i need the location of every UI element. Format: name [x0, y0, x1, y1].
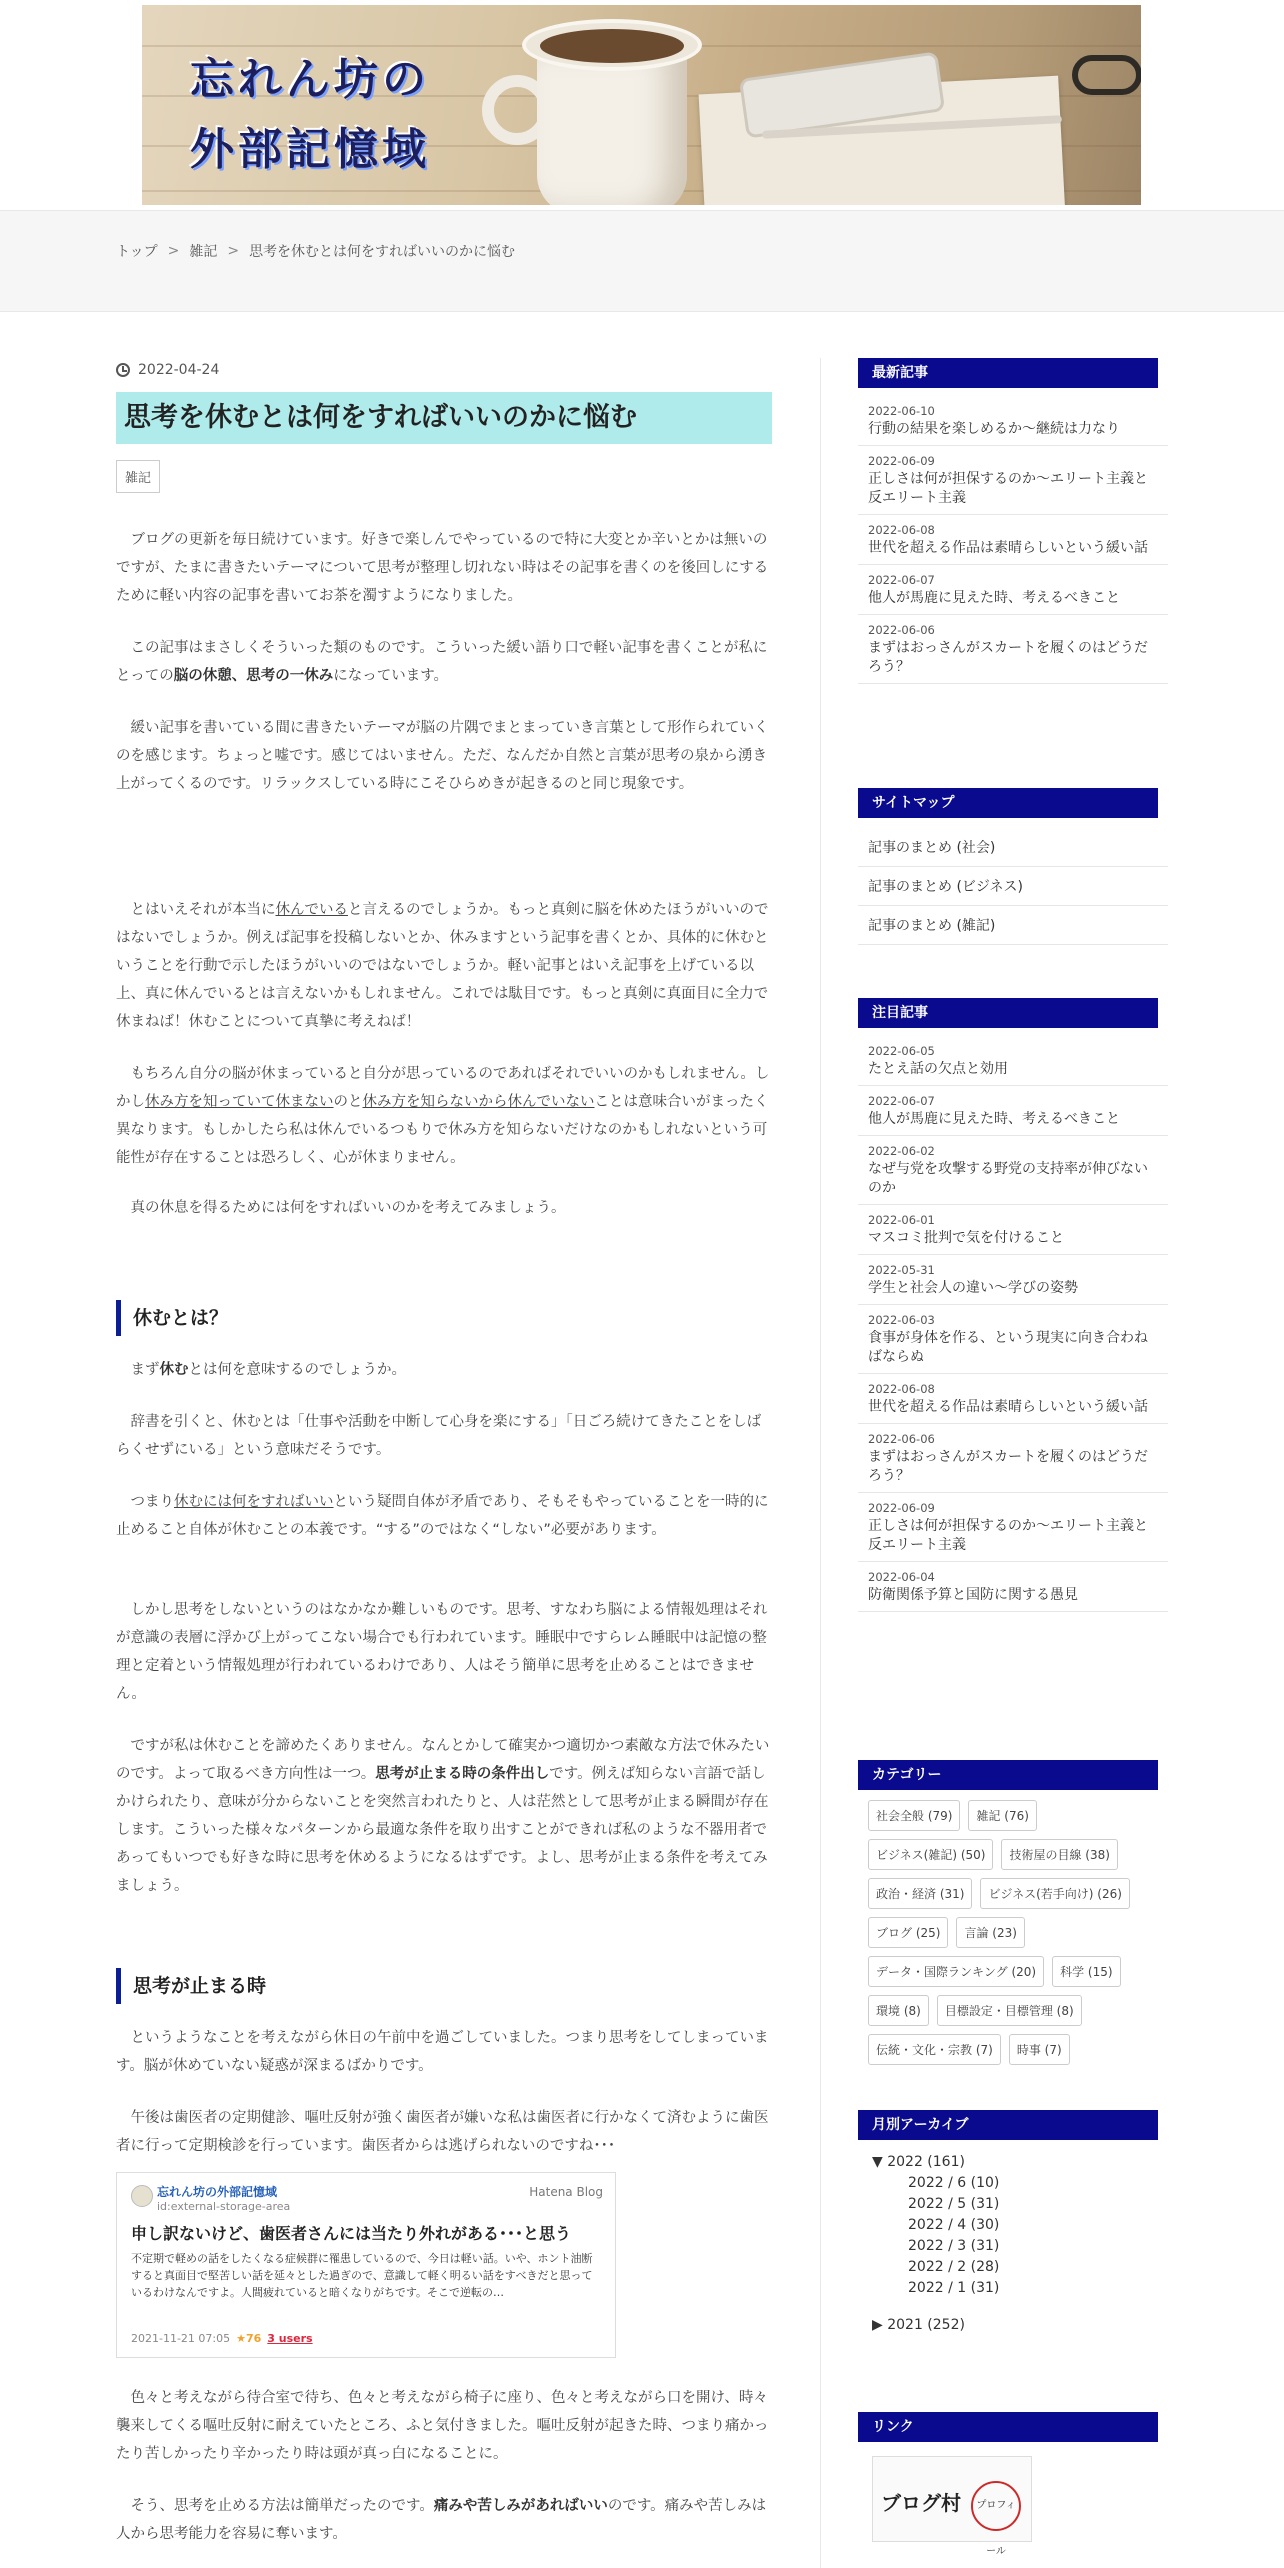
paragraph: もちろん自分の脳が休まっていると自分が思っているのであればそれでいいのかもしれません。しかし休み方を知っていて休まないのと休み方を知らないから休んでいないことは意味合いがまったく異なります。もしかしたら私は休んでいるつもりで休み方を知らないだけなのかもしれないという可能性が存在することは恐ろしく、心が休まりません。	[116, 1066, 770, 1166]
section-heading: 思考が止まる時	[116, 1968, 772, 2004]
embed-blog-id: id:external-storage-area	[157, 2200, 291, 2213]
article-date: 2022-04-24	[138, 362, 220, 378]
archive-month[interactable]: 2022 / 5 (31)	[908, 2196, 1000, 2212]
profile-badge: プロフィール	[971, 2481, 1021, 2531]
paragraph: 辞書を引くと、休むとは「仕事や活動を中断して心身を楽にする」「日ごろ続けてきたことをしばらくせずにいる」という意味だそうです。	[116, 1414, 762, 1458]
widget-categories	[858, 1760, 1168, 2065]
archive-year-2021[interactable]: ▶ 2021 (252)	[872, 2317, 965, 2333]
breadcrumb-current: 思考を休むとは何をすればいいのかに悩む	[249, 244, 516, 260]
category-tag[interactable]: 伝統・文化・宗教 (7)	[868, 2034, 1001, 2065]
category-tag[interactable]: 雑記 (76)	[968, 1800, 1036, 1831]
article-category-tag[interactable]: 雑記	[116, 460, 160, 493]
paragraph: そう、思考を止める方法は簡単だったのです。痛みや苦しみがあればいいのです。痛みや苦しみは人から思考能力を容易に奪います。	[116, 2498, 767, 2542]
category-tag[interactable]: 時事 (7)	[1009, 2034, 1070, 2065]
featured-post-item[interactable]: 2022-06-02 なぜ与党を攻撃する野党の支持率が伸びないのか	[858, 1136, 1168, 1205]
recent-post-item[interactable]: 2022-06-10 行動の結果を楽しめるか～継続は力なり	[858, 396, 1168, 446]
star-icon[interactable]: ★76	[236, 2332, 262, 2345]
embed-blog-name[interactable]: 忘れん坊の外部記憶域	[157, 2185, 278, 2199]
site-title-line-1[interactable]: 忘れん坊の	[190, 54, 430, 105]
featured-post-item[interactable]: 2022-06-08 世代を超える作品は素晴らしいという緩い話	[858, 1374, 1168, 1424]
archive-month[interactable]: 2022 / 1 (31)	[908, 2280, 1000, 2296]
breadcrumb	[116, 241, 515, 261]
sitemap-link[interactable]: 記事のまとめ (ビジネス)	[858, 867, 1168, 906]
embed-footer	[131, 2332, 313, 2345]
widget-title: リンク	[858, 2412, 1158, 2442]
category-tag[interactable]: データ・国際ランキング (20)	[868, 1956, 1044, 1987]
archive-month[interactable]: 2022 / 6 (10)	[908, 2175, 1000, 2191]
category-tag[interactable]: 環境 (8)	[868, 1995, 929, 2026]
widget-title: 注目記事	[858, 998, 1158, 1028]
bookmark-users[interactable]: 3 users	[267, 2332, 313, 2345]
recent-post-item[interactable]: 2022-06-09 正しさは何が担保するのか～エリート主義と反エリート主義	[858, 446, 1168, 515]
column-divider	[820, 358, 821, 2568]
section-heading: 休むとは？	[116, 1300, 772, 1336]
article-title: 思考を休むとは何をすればいいのかに悩む	[116, 392, 772, 444]
sitemap-link[interactable]: 記事のまとめ (雑記)	[858, 906, 1168, 945]
site-title-line-2[interactable]: 外部記憶域	[190, 124, 430, 175]
blogmura-logo: ブログ村	[881, 2491, 961, 2515]
featured-post-item[interactable]: 2022-06-06 まずはおっさんがスカートを履くのはどうだろう？	[858, 1424, 1168, 1493]
embed-description: 不定期で軽めの話をしたくなる症候群に罹患しているので、今日は軽い話。いや、ホント油断すると真面目で堅苦しい話を延々とした過ぎので、意識して軽く明るい話をすべきだと思っているわけなんですよ。人間疲れていると暗くなりがちです。そこで逆転の…	[131, 2252, 593, 2299]
archive-year-2022[interactable]: ▼ 2022 (161)	[872, 2154, 965, 2170]
category-tag[interactable]: 言論 (23)	[956, 1917, 1024, 1948]
article-date-row	[116, 360, 772, 380]
blogmura-banner[interactable]	[872, 2456, 1032, 2557]
category-tag[interactable]: 目標設定・目標管理 (8)	[937, 1995, 1082, 2026]
category-tag[interactable]: 科学 (15)	[1052, 1956, 1120, 1987]
paragraph: というようなことを考えながら休日の午前中を過ごしていました。つまり思考をしてしまっています。脳が休めていない疑惑が深まるばかりです。	[116, 2030, 769, 2074]
clock-icon	[116, 363, 130, 377]
paragraph: しかし思考をしないというのはなかなか難しいものです。思考、すなわち脳による情報処理はそれが意識の表層に浮かび上がってこない場合でも行われています。睡眠中ですらレム睡眠中は記憶の整理と定着という情報処理が行われているわけであり、人はそう簡単に思考を止めることはできません。	[116, 1602, 768, 1702]
archive-month[interactable]: 2022 / 3 (31)	[908, 2238, 1000, 2254]
paragraph: 真の休息を得るためには何をすればいいのかを考えてみましょう。	[130, 1200, 566, 1216]
recent-post-item[interactable]: 2022-06-06 まずはおっさんがスカートを履くのはどうだろう？	[858, 615, 1168, 684]
archive-month[interactable]: 2022 / 4 (30)	[908, 2217, 1000, 2233]
breadcrumb-band	[0, 210, 1284, 312]
paragraph: ですが私は休むことを諦めたくありません。なんとかして確実かつ適切かつ素敵な方法で休みたいのです。よって取るべき方向性は一つ。思考が止まる時の条件出しです。例えば知らない言語で話しかけられたり、意味が分からないことを突然言われたりと、人は茫然として思考が止まる瞬間が存在します。こういった様々なパターンから最適な条件を取り出すことができれば私のような不器用者であってもいつでも好きな時に思考を休めるようになるはずです。よし、思考が止まる条件を考えてみましょう。	[116, 1738, 770, 1894]
sitemap-link[interactable]: 記事のまとめ (社会)	[858, 828, 1168, 867]
featured-post-item[interactable]: 2022-06-09 正しさは何が担保するのか～エリート主義と反エリート主義	[858, 1493, 1168, 1562]
paragraph: つまり休むには何をすればいいという疑問自体が矛盾であり、そもそもやっていることを一時的に止めること自体が休むことの本義です。“する”のではなく“しない”必要があります。	[116, 1494, 769, 1538]
widget-title: 月別アーカイブ	[858, 2110, 1158, 2140]
paragraph: 午後は歯医者の定期健診、嘔吐反射が強く歯医者が嫌いな私は歯医者に行かなくて済むように歯医者に行って定期検診を行っています。歯医者からは逃げられないのですね･･･	[116, 2110, 769, 2154]
category-tag[interactable]: ビジネス(若手向け) (26)	[980, 1878, 1129, 1909]
article	[116, 360, 772, 2542]
site-header	[0, 0, 1284, 210]
recent-post-item[interactable]: 2022-06-07 他人が馬鹿に見えた時、考えるべきこと	[858, 565, 1168, 615]
embed-date: 2021-11-21 07:05	[131, 2332, 231, 2345]
widget-title: 最新記事	[858, 358, 1158, 388]
blog-embed-card[interactable]	[116, 2172, 616, 2358]
embed-title[interactable]: 申し訳ないけど、歯医者さんには当たり外れがある･･･と思う	[131, 2224, 572, 2243]
category-tag-cloud	[858, 1790, 1168, 2065]
category-tag[interactable]: 技術屋の目線 (38)	[1001, 1839, 1117, 1870]
featured-post-item[interactable]: 2022-06-03 食事が身体を作る、という現実に向き合わねばならぬ	[858, 1305, 1168, 1374]
widget-monthly-archive	[858, 2110, 1168, 2348]
featured-post-item[interactable]: 2022-06-01 マスコミ批判で気を付けること	[858, 1205, 1168, 1255]
widget-title: カテゴリー	[858, 1760, 1158, 1790]
blog-avatar-icon	[131, 2185, 153, 2207]
header-banner-image[interactable]	[142, 5, 1141, 205]
paragraph: 緩い記事を書いている間に書きたいテーマが脳の片隅でまとまっていき言葉として形作られていくのを感じます。ちょっと嘘です。感じてはいません。ただ、なんだか自然と言葉が思考の泉から湧き上がってくるのです。リラックスしている時にこそひらめきが起きるのと同じ現象です。	[116, 720, 769, 792]
category-tag[interactable]: ブログ (25)	[868, 1917, 948, 1948]
archive-month[interactable]: 2022 / 2 (28)	[908, 2259, 1000, 2275]
breadcrumb-category[interactable]: 雑記	[189, 244, 218, 260]
featured-post-item[interactable]: 2022-05-31 学生と社会人の違い〜学びの姿勢	[858, 1255, 1168, 1305]
paragraph: この記事はまさしくそういった類のものです。こういった緩い語り口で軽い記事を書くことが私にとっての脳の休憩、思考の一休みになっています。	[116, 640, 768, 684]
glasses	[1072, 55, 1141, 95]
hatena-blog-logo: Hatena Blog	[529, 2185, 603, 2199]
archive-list	[858, 2140, 1168, 2348]
widget-title: サイトマップ	[858, 788, 1158, 818]
breadcrumb-separator: >	[227, 243, 240, 259]
category-tag[interactable]: 政治・経済 (31)	[868, 1878, 972, 1909]
paragraph: ブログの更新を毎日続けています。好きで楽しんでやっているので特に大変とか辛いとかは無いのですが、たまに書きたいテーマについて思考が整理し切れない時はその記事を書くのを後回しにするために軽い内容の記事を書いてお茶を濁すようになりました。	[116, 532, 769, 604]
widget-links	[858, 2412, 1168, 2557]
recent-post-item[interactable]: 2022-06-08 世代を超える作品は素晴らしいという緩い話	[858, 515, 1168, 565]
widget-sitemap	[858, 788, 1168, 945]
paragraph: とはいえそれが本当に休んでいると言えるのでしょうか。もっと真剣に脳を休めたほうがいいのではないでしょうか。例えば記事を投稿しないとか、休みますという記事を書くとか、具体的に休むということを行動で示したほうがいいのではないでしょうか。軽い記事とはいえ記事を上げている以上、真に休んでいるとは言えないかもしれません。これでは駄目です。もっと真剣に真面目に全力で休まねば！休むことについて真摯に考えねば！	[116, 902, 769, 1030]
featured-post-item[interactable]: 2022-06-07 他人が馬鹿に見えた時、考えるべきこと	[858, 1086, 1168, 1136]
breadcrumb-separator: >	[167, 243, 180, 259]
featured-post-item[interactable]: 2022-06-04 防衛関係予算と国防に関する愚見	[858, 1562, 1168, 1612]
widget-featured-posts	[858, 998, 1168, 1612]
category-tag[interactable]: ビジネス(雑記) (50)	[868, 1839, 993, 1870]
breadcrumb-home[interactable]: トップ	[116, 244, 158, 260]
category-tag[interactable]: 社会全般 (79)	[868, 1800, 960, 1831]
featured-post-item[interactable]: 2022-06-05 たとえ話の欠点と効用	[858, 1036, 1168, 1086]
widget-recent-posts	[858, 358, 1168, 684]
paragraph: 色々と考えながら待合室で待ち、色々と考えながら椅子に座り、色々と考えながら口を開け、時々襲来してくる嘔吐反射に耐えていたところ、ふと気付きました。嘔吐反射が起きた時、つまり痛かったり苦しかったり辛かったり時は頭が真っ白になることに。	[116, 2390, 769, 2462]
paragraph: まず休むとは何を意味するのでしょうか。	[130, 1362, 406, 1378]
